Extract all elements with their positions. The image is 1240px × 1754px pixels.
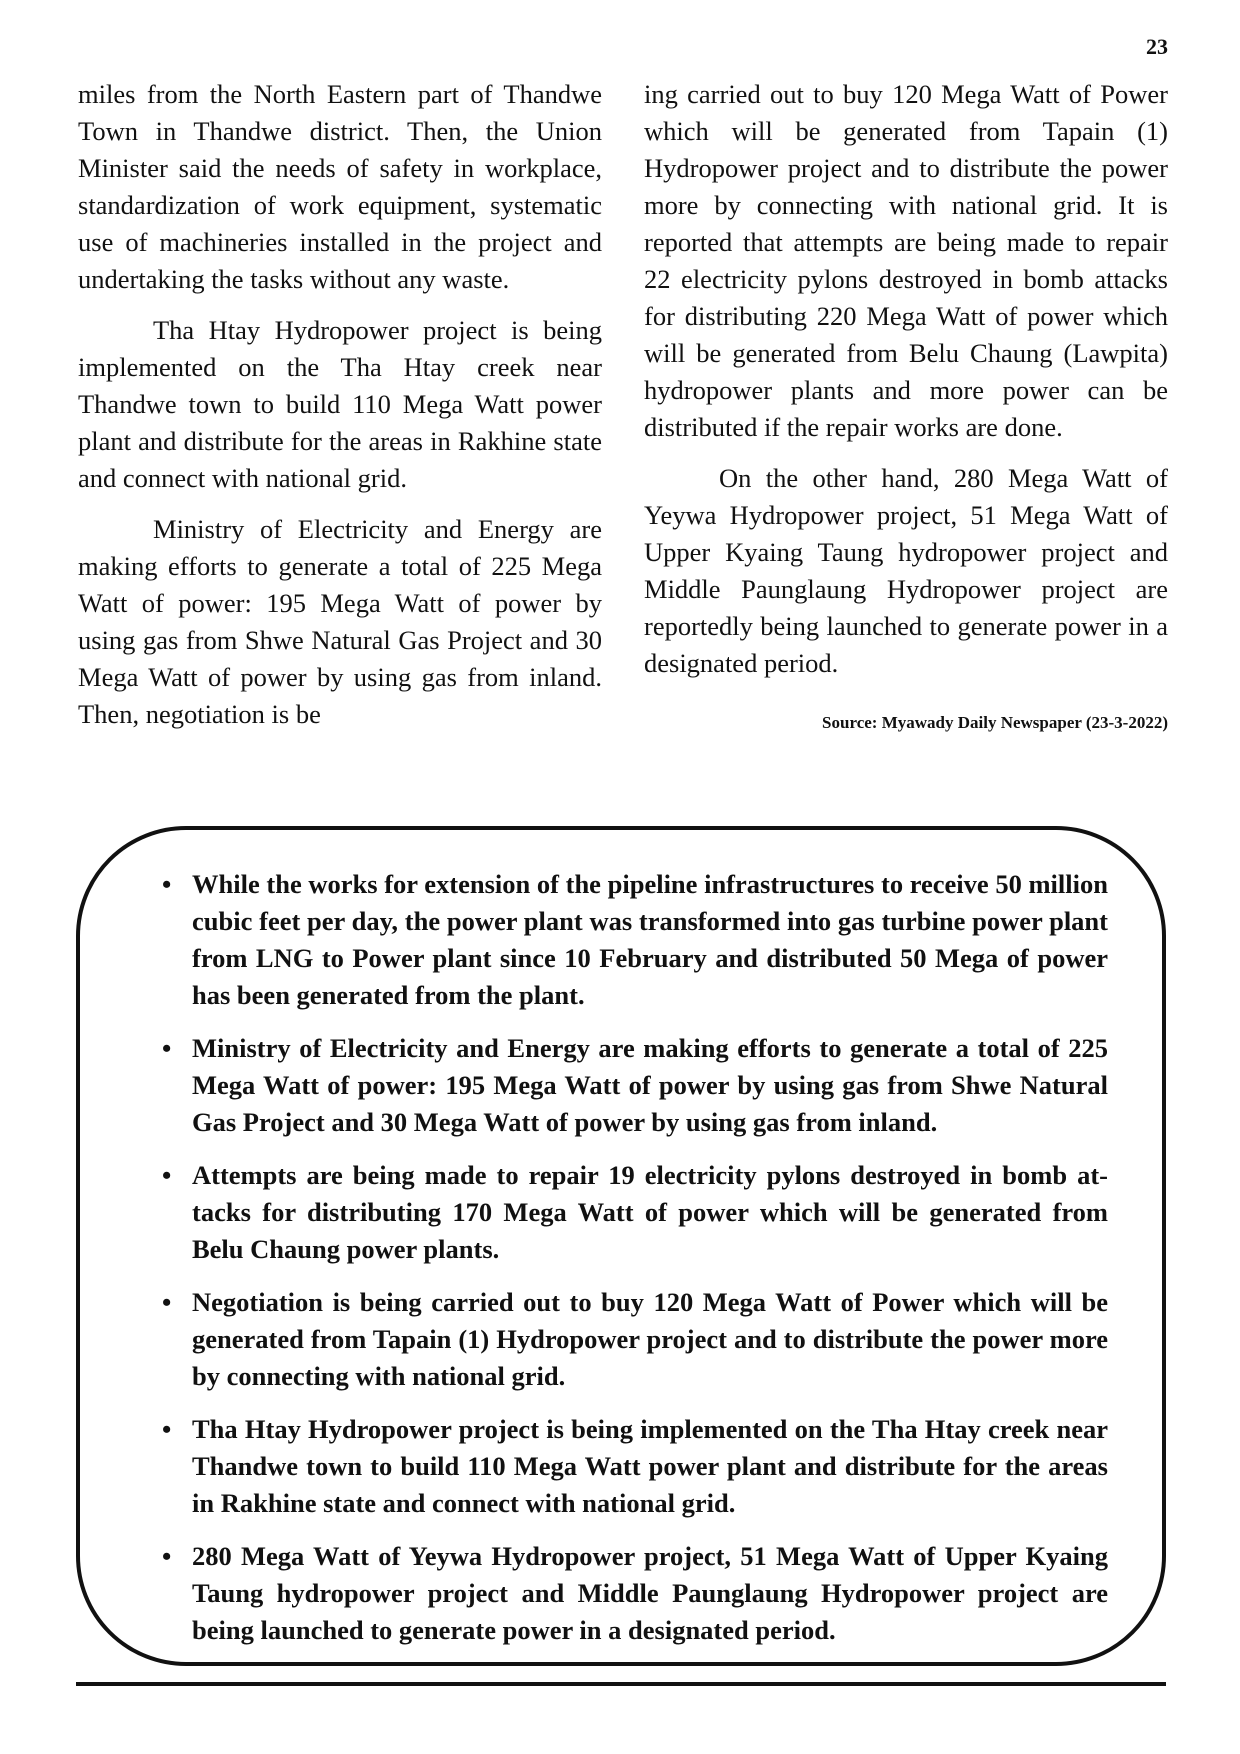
summary-item — [120, 1538, 1108, 1649]
source-citation: Source: Myawady Daily Newspaper (23-3-2022) — [822, 713, 1168, 732]
summary-box — [76, 826, 1166, 1666]
bullet-icon: • — [162, 1160, 172, 1190]
right-paragraph-1: ing carried out to buy 120 Mega Watt of Power which will be generated from Tapain (1) Hydropower project and to distribute the power more by connecting with national grid. It is reported that attempts are being made to repair 22 electricity pylons destroyed in bomb attacks for distributing 220 Mega Watt of power which will be generated from Belu Chaung (Lawpita) hydropower plants and more power can be distributed if the repair works are done. — [644, 79, 1168, 442]
summary-item-text: Ministry of Electricity and Energy are making efforts to generate a total of 225 Mega Watt of power: 195 Mega Watt of power by using gas from Shwe Natural Gas Project and 30 Mega Watt of power by using gas from inland. — [192, 1033, 1108, 1137]
bullet-icon: • — [162, 1033, 172, 1063]
bullet-icon: • — [162, 869, 172, 899]
right-paragraph-2: On the other hand, 280 Mega Watt of Yeywa Hydropower project, 51 Mega Watt of Upper Kyaing Taung hydropower project and Middle Paunglaung Hydropower project are reportedly being launched to generate power in a designated period. — [644, 463, 1168, 678]
left-column — [78, 76, 602, 747]
page-number: 23 — [1146, 34, 1168, 59]
summary-item-text: 280 Mega Watt of Yeywa Hydropower project, 51 Mega Watt of Upper Kyaing Taung hydropower project and Middle Paunglaung Hydropower project are being launched to generate power in a designated period. — [192, 1541, 1108, 1645]
left-paragraph-2: Tha Htay Hydropower project is being implemented on the Tha Htay creek near Thandwe town to build 110 Mega Watt power plant and distribute for the areas in Rakhine state and connect with national grid. — [78, 315, 602, 493]
bullet-icon: • — [162, 1414, 172, 1444]
bullet-icon: • — [162, 1541, 172, 1571]
summary-item — [120, 1411, 1108, 1522]
right-column — [644, 76, 1168, 741]
summary-item — [120, 1030, 1108, 1141]
summary-item — [120, 866, 1108, 1014]
summary-item-text: Negotiation is being carried out to buy 120 Mega Watt of Power which will be generated from Tapain (1) Hydropower project and to distribute the power more by connecting with national grid. — [192, 1287, 1108, 1391]
left-paragraph-3: Ministry of Electricity and Energy are making efforts to generate a total of 225 Mega Watt of power: 195 Mega Watt of power by using gas from Shwe Natural Gas Project and 30 Mega Watt of power by using gas from inland. Then, negotiation is be — [78, 514, 602, 729]
summary-item-text: Tha Htay Hydropower project is being implemented on the Tha Htay creek near Thandwe town to build 110 Mega Watt power plant and distribute for the areas in Rakhine state and connect with national grid. — [192, 1414, 1108, 1518]
bottom-rule — [76, 1682, 1166, 1686]
bullet-icon: • — [162, 1287, 172, 1317]
summary-item-text: While the works for extension of the pipeline infrastructures to receive 50 million cubic feet per day, the power plant was transformed into gas turbine power plant from LNG to Power plant since 10 February and distributed 50 Mega of power has been generated from the plant. — [192, 869, 1108, 1010]
summary-item — [120, 1157, 1108, 1268]
summary-list — [120, 866, 1108, 1649]
left-paragraph-1: miles from the North Eastern part of Thandwe Town in Thandwe district. Then, the Union Minister said the needs of safety in workplace, standardization of work equipment, systematic use of machineries installed in the project and undertaking the tasks without any waste. — [78, 79, 602, 294]
summary-item-text: Attempts are being made to repair 19 electricity pylons destroyed in bomb attacks for distributing 170 Mega Watt of power which will be generated from Belu Chaung power plants. — [192, 1160, 1108, 1264]
summary-item — [120, 1284, 1108, 1395]
